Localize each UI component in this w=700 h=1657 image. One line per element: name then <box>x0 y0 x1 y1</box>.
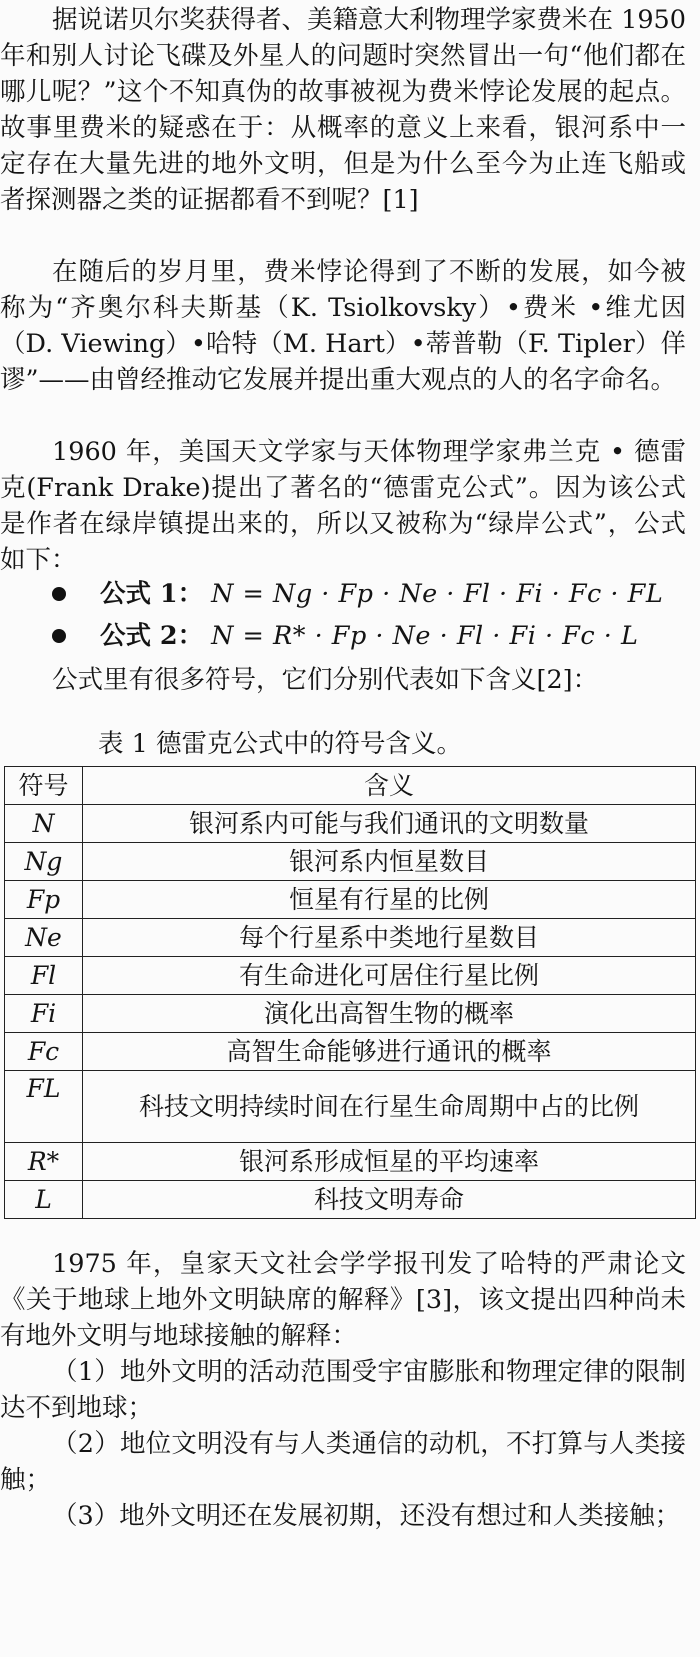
table-row <box>5 1033 696 1071</box>
symbol-cell: Ne <box>5 919 83 957</box>
meaning-cell: 科技文明寿命 <box>83 1181 696 1219</box>
table-header-meaning: 含义 <box>83 767 696 805</box>
meaning-cell: 演化出高智生物的概率 <box>83 995 696 1033</box>
table-caption: 表 1 德雷克公式中的符号含义。 <box>98 729 462 759</box>
symbol-cell: Fp <box>5 881 83 919</box>
table-row <box>5 1143 696 1181</box>
table-row <box>5 881 696 919</box>
symbol-cell: Ng <box>5 843 83 881</box>
paragraph-hart-paper: 1975 年，皇家天文社会学学报刊发了哈特的严肃论文《关于地球上地外文明缺席的解释》[3]，该文提出四种尚未有地外文明与地球接触的解释： <box>0 1249 686 1351</box>
bullet-icon <box>52 587 66 601</box>
list-item: （2）地位文明没有与人类通信的动机，不打算与人类接触； <box>0 1429 686 1495</box>
meaning-cell: 有生命进化可居住行星比例 <box>83 957 696 995</box>
meaning-cell: 银河系内可能与我们通讯的文明数量 <box>83 805 696 843</box>
paragraph-drake-equation-intro: 1960 年，美国天文学家与天体物理学家弗兰克 • 德雷克(Frank Drake)提出了著名的“德雷克公式”。因为该公式是作者在绿岸镇提出来的，所以又被称为“绿岸公式”，公式如下： <box>0 437 686 575</box>
bullet-icon <box>52 629 66 643</box>
table-row <box>5 805 696 843</box>
formula-2 <box>52 616 638 656</box>
paragraph-fermi-origin: 据说诺贝尔奖获得者、美籍意大利物理学家费米在 1950 年和别人讨论飞碟及外星人的问题时突然冒出一句“他们都在哪儿呢？”这个不知真伪的故事被视为费米悖论发展的起点。故事里费米的疑惑在于：从概率的意义上来看，银河系中一定存在大量先进的地外文明，但是为什么至今为止连飞船或者探测器之类的证据都看不到呢？[1] <box>0 5 687 215</box>
symbol-cell: Fi <box>5 995 83 1033</box>
formula-1 <box>52 574 663 614</box>
symbol-cell: FL <box>5 1071 83 1143</box>
table-header-row <box>5 767 696 805</box>
table-row <box>5 919 696 957</box>
meaning-cell: 银河系形成恒星的平均速率 <box>83 1143 696 1181</box>
table-row <box>5 1071 696 1143</box>
meaning-cell: 科技文明持续时间在行星生命周期中占的比例 <box>83 1071 696 1143</box>
table-row <box>5 843 696 881</box>
symbol-cell: R* <box>5 1143 83 1181</box>
formula-label: 公式 1： <box>100 579 204 609</box>
symbol-cell: L <box>5 1181 83 1219</box>
list-item: （1）地外文明的活动范围受宇宙膨胀和物理定律的限制达不到地球； <box>0 1357 686 1423</box>
paragraph-paradox-naming: 在随后的岁月里，费米悖论得到了不断的发展，如今被称为“齐奥尔科夫斯基（K. Tsiolkovsky）•费米 •维尤因（D. Viewing）•哈特（M. Hart）•蒂普勒（F. Tipler）佯谬”——由曾经推动它发展并提出重大观点的人的名字命名。 <box>0 257 686 395</box>
formula-equation: N = Ng · Fp · Ne · Fl · Fi · Fc · FL <box>211 579 664 609</box>
table-row <box>5 1181 696 1219</box>
paragraph-symbol-intro: 公式里有很多符号，它们分别代表如下含义[2]： <box>52 665 599 695</box>
symbol-cell: Fc <box>5 1033 83 1071</box>
symbol-cell: N <box>5 805 83 843</box>
list-item: （3）地外文明还在发展初期，还没有想过和人类接触； <box>52 1501 681 1531</box>
meaning-cell: 每个行星系中类地行星数目 <box>83 919 696 957</box>
formula-equation: N = R* · Fp · Ne · Fl · Fi · Fc · L <box>211 621 639 651</box>
meaning-cell: 银河系内恒星数目 <box>83 843 696 881</box>
meaning-cell: 高智生命能够进行通讯的概率 <box>83 1033 696 1071</box>
symbol-table <box>4 766 696 1219</box>
table-row <box>5 957 696 995</box>
symbol-cell: Fl <box>5 957 83 995</box>
formula-label: 公式 2： <box>100 621 204 651</box>
table-row <box>5 995 696 1033</box>
meaning-cell: 恒星有行星的比例 <box>83 881 696 919</box>
table-header-symbol: 符号 <box>5 767 83 805</box>
